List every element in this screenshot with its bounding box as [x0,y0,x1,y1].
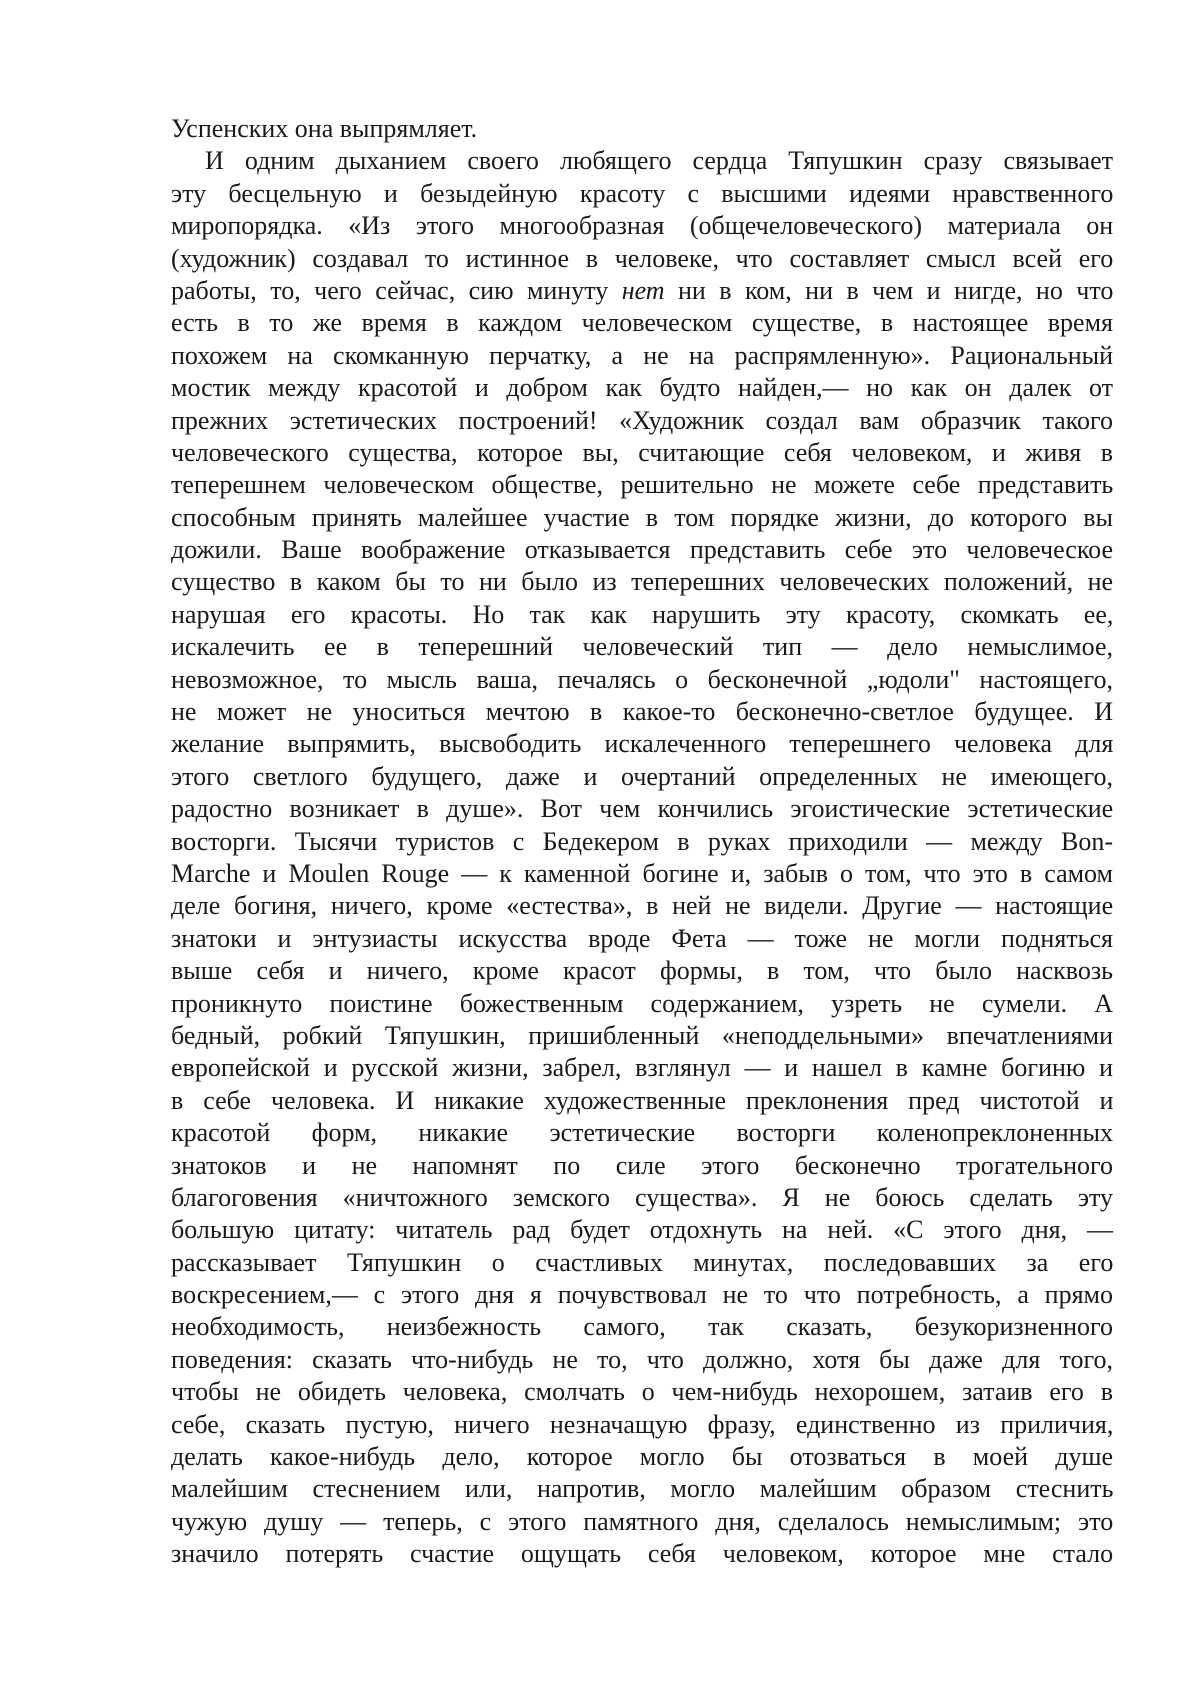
text-line: малейшим стеснением или, напротив, могло малейшим образом стеснить [171,1474,1114,1504]
text-line: большую цитату: читатель рад будет отдохнуть на ней. «С этого дня, — [171,1215,1113,1245]
text-line: искалечить ее в теперешний человеческий тип — дело немыслимое, [171,632,1113,662]
text-line: Успенских она выпрямляет. [171,114,478,143]
text-line: желание выпрямить, высвободить искалеченного теперешнего человека для [171,729,1114,759]
text-line: не может не уноситься мечтою в какое-то бесконечно-светлое будущее. И [171,697,1113,727]
text-line: невозможное, то мысль ваша, печалясь о бесконечной „юдоли" настоящего, [171,664,1113,694]
text-line: необходимость, неизбежность самого, так сказать, безукоризненного [171,1312,1113,1342]
text-segment: работы, то, чего сейчас, сию минуту [171,275,622,305]
text-segment: ни в ком, ни в чем и нигде, но что [678,275,1114,305]
text-line [171,275,1113,307]
text-line: нарушая его красоты. Но так как нарушить эту красоту, скомкать ее, [171,599,1114,629]
body-text [171,113,1113,1571]
text-line: похожем на скомканную перчатку, а не на распрямленную». Рациональный [171,340,1113,370]
text-line: существо в каком бы то ни было из теперешних человеческих положений, не [171,567,1114,597]
text-line: чтобы не обидеть человека, смолчать о чем-нибудь нехорошем, затаив его в [171,1377,1113,1407]
text-line: И одним дыханием своего любящего сердца Тяпушкин сразу связывает [205,146,1113,176]
text-line: есть в то же время в каждом человеческом существе, в настоящее время [171,308,1113,338]
text-line: знатоки и энтузиасты искусства вроде Фета — тоже не могли подняться [171,923,1113,953]
text-line: теперешнем человеческом обществе, решительно не можете себе представить [171,470,1114,500]
text-line: (художник) создавал то истинное в человеке, что составляет смысл всей его [171,243,1114,273]
text-line: мостик между красотой и добром как будто найден,— но как он далек от [171,373,1113,403]
text-line: делать какое-нибудь дело, которое могло бы отозваться в моей душе [171,1442,1113,1472]
text-line: в себе человека. И никакие художественные преклонения пред чистотой и [171,1085,1114,1115]
text-line: эту бесцельную и безыдейную красоту с высшими идеями нравственного [171,178,1114,208]
text-line: поведения: сказать что-нибудь не то, что должно, хотя бы даже для того, [171,1344,1113,1374]
text-line: значило потерять счастие ощущать себя человеком, которое мне стало [171,1539,1114,1569]
text-line: воскресением,— с этого дня я почувствовал не то что потребность, а прямо [171,1280,1113,1310]
text-line: благоговения «ничтожного земского существа». Я не боюсь сделать эту [171,1182,1113,1212]
text-line: этого светлого будущего, даже и очертаний определенных не имеющего, [171,761,1113,791]
text-line: человеческого существа, которое вы, считающие себя человеком, и живя в [171,437,1113,467]
text-line: знатоков и не напомнят по силе этого бесконечно трогательного [171,1150,1113,1180]
text-line: проникнуто поистине божественным содержанием, узреть не сумели. А [171,988,1113,1018]
text-line: миропорядка. «Из этого многообразная (общечеловеческого) материала он [171,211,1114,241]
text-line: Marche и Moulen Rouge — к каменной богине и, забыв о том, что это в самом [171,858,1114,888]
text-line: прежних эстетических построений! «Художник создал вам образчик такого [171,405,1113,435]
text-line: красотой форм, никакие эстетические восторги коленопреклоненных [171,1118,1113,1148]
text-line: чужую душу — теперь, с этого памятного дня, сделалось немыслимым; это [171,1506,1114,1536]
text-line: выше себя и ничего, кроме красот формы, в том, что было насквозь [171,956,1113,986]
text-line: европейской и русской жизни, забрел, взглянул — и нашел в камне богиню и [171,1053,1113,1083]
italic-word: нет [621,275,665,305]
text-line: себе, сказать пустую, ничего незначащую фразу, единственно из приличия, [171,1409,1114,1439]
text-line: дожили. Ваше воображение отказывается представить себе это человеческое [171,535,1114,565]
text-line: рассказывает Тяпушкин о счастливых минутах, последовавших за его [171,1247,1114,1277]
text-line: бедный, робкий Тяпушкин, пришибленный «неподдельными» впечатлениями [171,1020,1113,1050]
text-line: деле богиня, ничего, кроме «естества», в ней не видели. Другие — настоящие [171,891,1114,921]
text-line: радостно возникает в душе». Вот чем кончились эгоистические эстетические [171,794,1114,824]
text-line: способным принять малейшее участие в том порядке жизни, до которого вы [171,502,1113,532]
text-line: восторги. Тысячи туристов с Бедекером в руках приходили — между Bon- [171,826,1113,856]
